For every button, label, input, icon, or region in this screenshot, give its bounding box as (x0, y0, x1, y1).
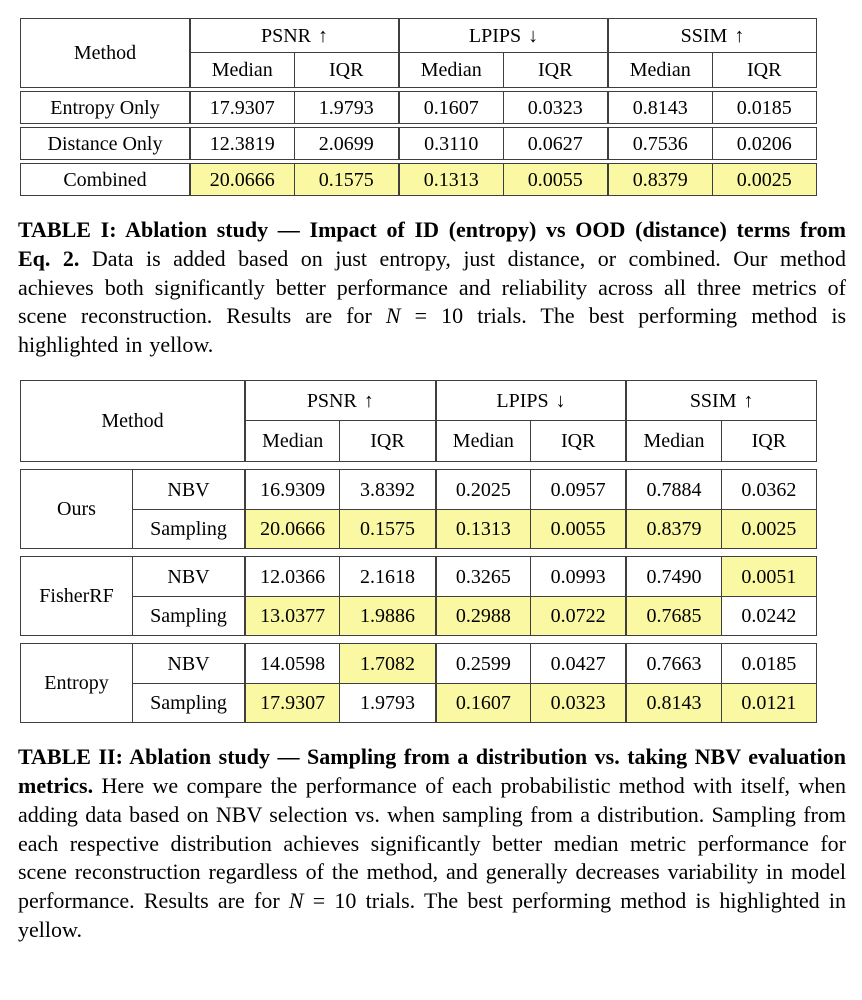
group-name-cell: Entropy (44, 672, 109, 695)
selection-mode-cell: NBV (132, 557, 244, 596)
metric-header (189, 19, 398, 53)
value-cell: 0.1607 (398, 92, 503, 123)
metric-header (398, 19, 607, 53)
sub-header: IQR (721, 421, 816, 461)
group-name-cell: FisherRF (39, 585, 114, 608)
value-cell: 0.0722 (530, 596, 625, 635)
value-cell: 20.0666 (244, 509, 339, 548)
value-cell: 3.8392 (339, 470, 434, 509)
table-row (20, 127, 817, 160)
value-cell: 0.1575 (294, 164, 399, 195)
value-cell: 1.7082 (339, 644, 434, 683)
selection-mode-cell: NBV (132, 644, 244, 683)
value-cell: 0.3265 (435, 557, 530, 596)
caption-text: Data is added based on just entropy, just distance, or combined. Our method achieves both significantly better performance and reliability across all three metrics of scene reconstruction. Results are for (18, 245, 846, 329)
value-cell: 2.0699 (294, 128, 399, 159)
method-group (20, 469, 817, 549)
value-cell: 0.0055 (530, 509, 625, 548)
value-cell: 0.0121 (721, 683, 816, 722)
value-cell: 0.1313 (435, 509, 530, 548)
value-cell: 13.0377 (244, 596, 339, 635)
method-cell: Entropy Only (50, 96, 160, 119)
method-cell: Distance Only (47, 132, 163, 155)
value-cell: 0.0185 (721, 644, 816, 683)
paper-page (18, 18, 846, 945)
table-row (20, 163, 817, 196)
sub-header: IQR (339, 421, 434, 461)
caption-text: Here we compare the performance of each probabilistic method with itself, when adding data based on NBV selection vs. when sampling from a distribution. Sampling from each respective distribution achieves significantly better median metric performance for scene reconstruction regardless of the method, and generally decreases variability in model performance. Results are for (18, 772, 846, 914)
sub-header: Median (398, 53, 503, 87)
arrow-up-icon: ↑ (734, 24, 745, 47)
table2-caption (18, 743, 846, 945)
value-cell: 0.0427 (530, 644, 625, 683)
value-cell: 0.0206 (712, 128, 817, 159)
caption-text: = 10 trials. The best performing method is highlighted in yellow. (18, 303, 846, 358)
sub-header: Median (607, 53, 712, 87)
sub-header: IQR (530, 421, 625, 461)
value-cell: 0.0242 (721, 596, 816, 635)
value-cell: 0.7536 (607, 128, 712, 159)
value-cell: 0.0025 (721, 509, 816, 548)
arrow-down-icon: ↓ (555, 389, 566, 412)
value-cell: 0.8379 (607, 164, 712, 195)
caption-text: = 10 trials. The best performing method is highlighted in yellow. (18, 888, 846, 942)
arrow-up-icon: ↑ (318, 24, 329, 47)
metric-label: SSIM (689, 389, 737, 412)
metric-label: PSNR (260, 24, 312, 47)
value-cell: 0.0185 (712, 92, 817, 123)
metric-label: LPIPS (468, 24, 522, 47)
value-cell: 0.0323 (503, 92, 608, 123)
method-cell: Combined (63, 168, 147, 191)
selection-mode-cell: Sampling (132, 683, 244, 722)
arrow-up-icon: ↑ (363, 389, 374, 412)
table-header-row (20, 18, 817, 88)
value-cell: 0.1575 (339, 509, 434, 548)
value-cell: 0.0323 (530, 683, 625, 722)
metric-label: PSNR (306, 389, 357, 412)
value-cell: 0.0627 (503, 128, 608, 159)
arrow-down-icon: ↓ (528, 24, 539, 47)
sub-header: Median (244, 421, 339, 461)
selection-mode-cell: Sampling (132, 509, 244, 548)
selection-mode-cell: NBV (132, 470, 244, 509)
table-header-row (20, 380, 817, 462)
value-cell: 1.9793 (294, 92, 399, 123)
arrow-up-icon: ↑ (743, 389, 754, 412)
math-variable: N (385, 303, 401, 329)
sub-header: IQR (294, 53, 399, 87)
sub-header: IQR (712, 53, 817, 87)
value-cell: 0.7884 (625, 470, 720, 509)
metric-header (435, 381, 626, 421)
metric-label: SSIM (680, 24, 728, 47)
value-cell: 0.7490 (625, 557, 720, 596)
selection-mode-cell: Sampling (132, 596, 244, 635)
value-cell: 14.0598 (244, 644, 339, 683)
value-cell: 0.2988 (435, 596, 530, 635)
value-cell: 12.3819 (189, 128, 294, 159)
ablation-table-1 (20, 18, 817, 196)
sub-header: Median (625, 421, 720, 461)
value-cell: 12.0366 (244, 557, 339, 596)
method-header: Method (101, 410, 164, 433)
group-name-cell: Ours (57, 498, 96, 521)
value-cell: 17.9307 (189, 92, 294, 123)
value-cell: 0.8143 (607, 92, 712, 123)
value-cell: 0.2025 (435, 470, 530, 509)
value-cell: 16.9309 (244, 470, 339, 509)
value-cell: 0.0993 (530, 557, 625, 596)
ablation-table-2 (20, 380, 817, 723)
math-variable: N (288, 888, 304, 914)
value-cell: 1.9793 (339, 683, 434, 722)
value-cell: 0.8143 (625, 683, 720, 722)
sub-header: Median (435, 421, 530, 461)
value-cell: 0.3110 (398, 128, 503, 159)
metric-header (244, 381, 435, 421)
value-cell: 0.8379 (625, 509, 720, 548)
method-group (20, 643, 817, 723)
value-cell: 0.0957 (530, 470, 625, 509)
table1-caption (18, 216, 846, 360)
method-group (20, 556, 817, 636)
value-cell: 17.9307 (244, 683, 339, 722)
value-cell: 0.0025 (712, 164, 817, 195)
metric-label: LPIPS (496, 389, 549, 412)
value-cell: 0.1313 (398, 164, 503, 195)
sub-header: Median (189, 53, 294, 87)
table-row (20, 91, 817, 124)
value-cell: 0.2599 (435, 644, 530, 683)
value-cell: 0.0362 (721, 470, 816, 509)
value-cell: 0.7685 (625, 596, 720, 635)
value-cell: 0.0055 (503, 164, 608, 195)
metric-header (607, 19, 816, 53)
method-header: Method (73, 42, 137, 64)
value-cell: 0.1607 (435, 683, 530, 722)
caption-bold-lead: TABLE I: Ablation study — Impact of ID (entropy) vs OOD (distance) terms from Eq. 2. (18, 217, 846, 271)
metric-header (625, 381, 816, 421)
value-cell: 2.1618 (339, 557, 434, 596)
value-cell: 1.9886 (339, 596, 434, 635)
sub-header: IQR (503, 53, 608, 87)
caption-bold-lead: TABLE II: Ablation study — Sampling from a distribution vs. taking NBV evaluation metrics. (18, 744, 846, 798)
value-cell: 0.7663 (625, 644, 720, 683)
value-cell: 0.0051 (721, 557, 816, 596)
value-cell: 20.0666 (189, 164, 294, 195)
